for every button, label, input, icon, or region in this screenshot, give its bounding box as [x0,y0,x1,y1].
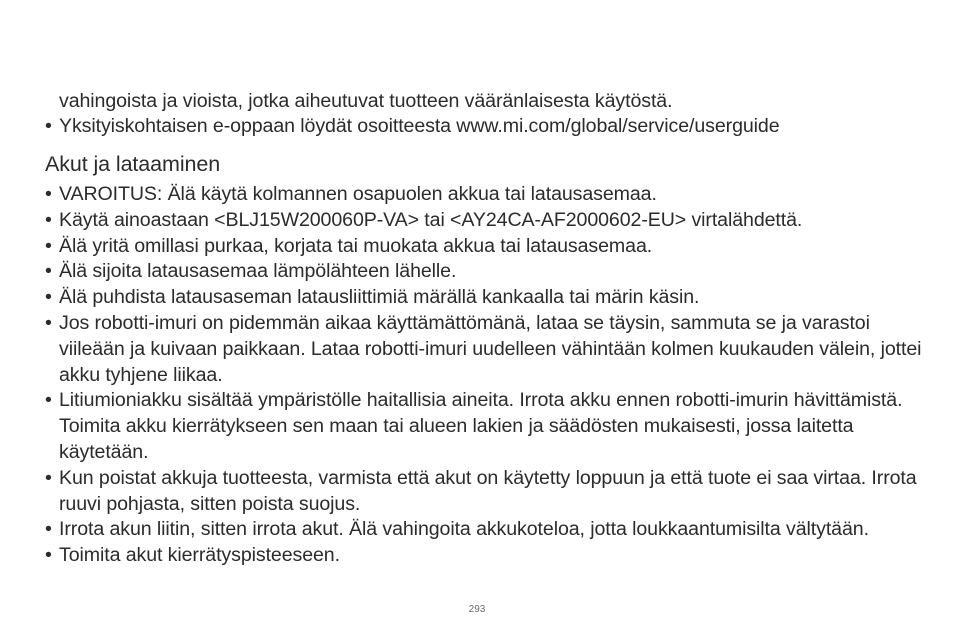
intro-bullet-list [45,114,925,140]
list-item: • VAROITUS: Älä käytä kolmannen osapuolen akkua tai latausasemaa. [45,182,925,208]
list-item: • Älä sijoita latausasemaa lämpölähteen lähelle. [45,259,925,285]
list-item: • Yksityiskohtaisen e-oppaan löydät osoitteesta www.mi.com/global/service/userguide [45,114,925,140]
section-heading: Akut ja lataaminen [45,152,221,176]
list-item: • Älä puhdista latausaseman latausliittimiä märällä kankaalla tai märin käsin. [45,285,925,311]
page-number: 293 [468,604,486,615]
continuation-text: vahingoista ja vioista, jotka aiheutuvat tuotteen vääränlaisesta käytöstä. [59,90,673,112]
list-item: • Älä yritä omillasi purkaa, korjata tai muokata akkua tai latausasemaa. [45,234,925,260]
list-item: • Jos robotti-imuri on pidemmän aikaa käyttämättömänä, lataa se täysin, sammuta se ja varastoi viileään ja kuivaan paikkaan. Lataa robotti-imuri uudelleen vähintään kolmen kuukauden välein, jottei akku tyhjene liikaa. [45,311,925,388]
battery-bullet-list [45,182,925,569]
list-item: • Litiumioniakku sisältää ympäristölle haitallisia aineita. Irrota akku ennen robotti-imurin hävittämistä. Toimita akku kierrätykseen sen maan tai alueen lakien ja säädösten mukaisesti, jossa laitetta käytetään. [45,388,925,465]
continuation-paragraph [45,89,939,115]
list-item: • Toimita akut kierrätyspisteeseen. [45,543,925,569]
list-item: • Kun poistat akkuja tuotteesta, varmista että akut on käytetty loppuun ja että tuote ei saa virtaa. Irrota ruuvi pohjasta, sitten poista suojus. [45,466,925,518]
list-item: • Irrota akun liitin, sitten irrota akut. Älä vahingoita akkukoteloa, jotta loukkaantumisilta vältytään. [45,517,925,543]
list-item: • Käytä ainoastaan <BLJ15W200060P-VA> tai <AY24CA-AF2000602-EU> virtalähdettä. [45,208,925,234]
